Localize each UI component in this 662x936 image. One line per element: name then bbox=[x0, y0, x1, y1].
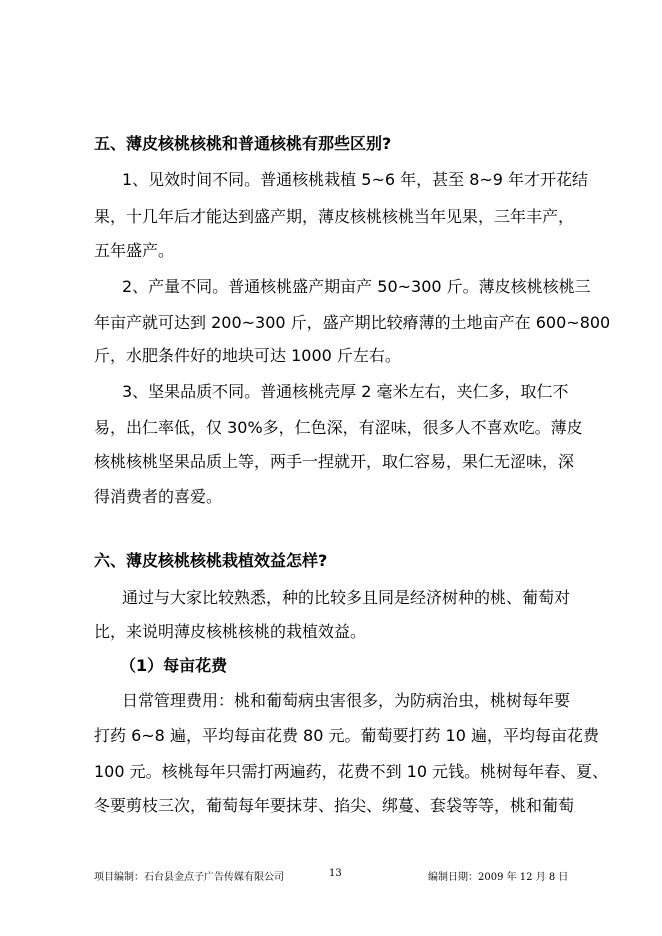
section6-heading: 六、薄皮核桃核桃栽植效益怎样? bbox=[94, 551, 328, 570]
section5-p3-line1: 3、坚果品质不同。普通核桃壳厚 2 毫米左右，夹仁多，取仁不 bbox=[122, 382, 569, 401]
section6-p2-line4: 冬要剪枝三次，葡萄每年要抹芽、掐尖、绑蔓、套袋等等，桃和葡萄 bbox=[94, 796, 575, 815]
section5-heading: 五、薄皮核桃核桃和普通核桃有那些区别? bbox=[94, 134, 392, 153]
section6-subheading: （1）每亩花费 bbox=[120, 656, 228, 675]
section6-p2-line1: 日常管理费用：桃和葡萄病虫害很多，为防病治虫，桃树每年要 bbox=[122, 691, 571, 710]
section5-p2-line3: 斤，水肥条件好的地块可达 1000 斤左右。 bbox=[94, 346, 401, 365]
section5-p3-line4: 得消费者的喜爱。 bbox=[94, 487, 223, 506]
section5-p3-line2: 易，出仁率低，仅 30%多，仁色深，有涩味，很多人不喜欢吃。薄皮 bbox=[94, 418, 583, 437]
footer-editor: 项目编制：石台县金点子广告传媒有限公司 bbox=[94, 872, 284, 883]
section5-p1-line1: 1、见效时间不同。普通核桃栽植 5~6 年，甚至 8~9 年才开花结 bbox=[122, 170, 589, 189]
section5-p3-line3: 核桃核桃坚果品质上等，两手一捏就开，取仁容易，果仁无涩味，深 bbox=[94, 452, 575, 471]
section6-p1-line2: 比，来说明薄皮核桃核桃的栽植效益。 bbox=[94, 622, 367, 641]
section6-p2-line2: 打药 6~8 遍，平均每亩花费 80 元。葡萄要打药 10 遍，平均每亩花费 bbox=[94, 726, 600, 745]
section5-p2-line1: 2、产量不同。普通核桃盛产期亩产 50~300 斤。薄皮核桃核桃三 bbox=[122, 277, 591, 296]
section5-p2-line2: 年亩产就可达到 200~300 斤，盛产期比较瘠薄的土地亩产在 600~800 bbox=[94, 313, 611, 332]
section5-p1-line2: 果，十几年后才能达到盛产期，薄皮核桃核桃当年见果，三年丰产， bbox=[94, 207, 575, 226]
section5-p1-line3: 五年盛产。 bbox=[94, 241, 175, 260]
section6-p1-line1: 通过与大家比较熟悉，种的比较多且同是经济树种的桃、葡萄对 bbox=[122, 588, 571, 607]
footer-date: 编制日期：2009 年 12 月 8 日 bbox=[428, 872, 569, 883]
section6-p2-line3: 100 元。核桃每年只需打两遍药，花费不到 10 元钱。桃树每年春、夏、 bbox=[94, 762, 609, 781]
footer-page-number: 13 bbox=[329, 868, 342, 879]
